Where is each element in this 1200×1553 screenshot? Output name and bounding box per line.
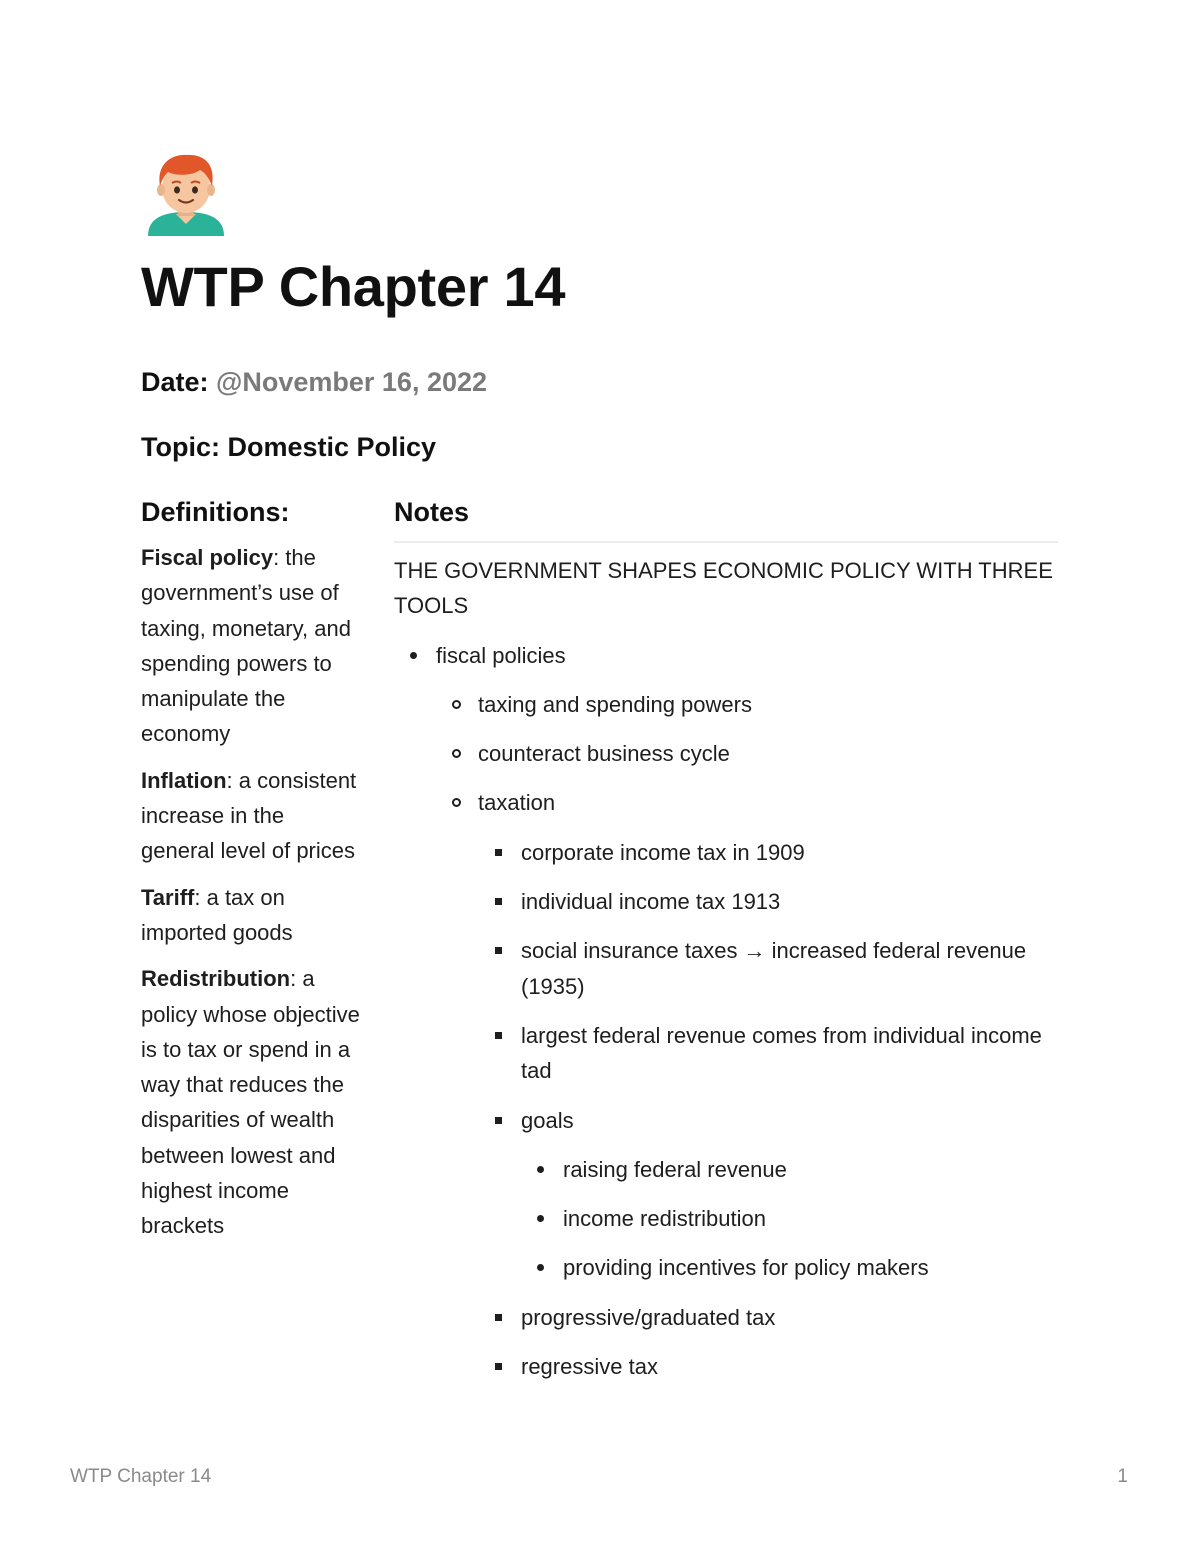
bullet-circle-icon <box>452 798 461 807</box>
definition-term: Fiscal policy <box>141 545 274 570</box>
date-label: Date: <box>141 367 209 397</box>
bullet-square-icon <box>495 1032 502 1039</box>
notes-column <box>394 553 1058 1398</box>
list-item-text: taxation <box>478 790 556 816</box>
bullet-square-icon <box>495 1363 502 1370</box>
definition-text: : a consistent increase in the general level of prices <box>141 767 357 864</box>
definition-item <box>141 961 363 1243</box>
list-item-text: regressive tax <box>521 1354 658 1380</box>
definitions-column <box>141 540 363 1255</box>
list-item-text: taxing and spending powers <box>478 691 752 717</box>
bullet-disc-icon <box>410 652 417 659</box>
definition-text: : a policy whose objective is to tax or spend in a way that reduces the disparities of wealth between lowest and highest income brackets <box>141 966 360 1239</box>
list-item-text: individual income tax 1913 <box>521 889 781 915</box>
bullet-square-icon <box>495 849 502 856</box>
footer-title: WTP Chapter 14 <box>70 1466 212 1487</box>
list-item <box>563 1250 1058 1285</box>
bullet-square-icon <box>495 898 502 905</box>
list-item <box>521 1103 1058 1138</box>
definition-item <box>141 763 363 869</box>
notes-heading: Notes <box>394 497 470 527</box>
list-item <box>478 736 1058 771</box>
page-title: WTP Chapter 14 <box>141 255 566 318</box>
topic-property: Topic: Domestic Policy <box>141 432 437 462</box>
notes-lead: THE GOVERNMENT SHAPES ECONOMIC POLICY WITH THREE TOOLS <box>394 558 1053 619</box>
definition-text: : the government’s use of taxing, monetary, and spending powers to manipulate the economy <box>141 545 351 747</box>
bullet-disc-icon <box>537 1166 544 1173</box>
definition-term: Tariff <box>141 884 195 910</box>
definitions-heading: Definitions: <box>141 497 290 527</box>
list-item-text: counteract business cycle <box>478 741 730 767</box>
list-item <box>436 638 1058 673</box>
list-item <box>521 884 1058 919</box>
list-item <box>521 835 1058 870</box>
list-item-text: income redistribution <box>563 1206 766 1232</box>
bullet-disc-icon <box>537 1264 544 1271</box>
list-item-text: providing incentives for policy makers <box>563 1255 929 1281</box>
list-item-text: social insurance taxes → increased federal revenue (1935) <box>521 938 1027 999</box>
list-item-text: progressive/graduated tax <box>521 1304 776 1330</box>
list-item-text: corporate income tax in 1909 <box>521 839 805 865</box>
bullet-circle-icon <box>452 749 461 758</box>
list-item-text: goals <box>521 1107 574 1133</box>
notes-divider <box>394 541 1058 543</box>
bullet-square-icon <box>495 1117 502 1124</box>
date-mention[interactable]: @November 16, 2022 <box>216 367 488 397</box>
list-item <box>478 687 1058 722</box>
list-item <box>563 1152 1058 1187</box>
list-item-text: largest federal revenue comes from individual income tad <box>521 1022 1042 1084</box>
bullet-square-icon <box>495 1314 502 1321</box>
list-item <box>478 785 1058 820</box>
page-number: 1 <box>1117 1466 1128 1487</box>
list-item <box>521 933 1058 1004</box>
date-property <box>141 364 487 400</box>
definition-item <box>141 540 363 752</box>
definition-term: Inflation <box>141 767 227 793</box>
list-item-text: fiscal policies <box>436 642 566 668</box>
list-item <box>521 1300 1058 1335</box>
list-item <box>521 1018 1058 1089</box>
bullet-disc-icon <box>537 1215 544 1222</box>
list-item-text: raising federal revenue <box>563 1156 787 1182</box>
definition-term: Redistribution <box>141 966 291 992</box>
bullet-circle-icon <box>452 700 461 709</box>
list-item <box>521 1349 1058 1384</box>
bullet-square-icon <box>495 947 502 954</box>
definition-text: : a tax on imported goods <box>141 884 293 945</box>
definition-item <box>141 880 363 951</box>
person-red-hair-emoji-icon <box>146 152 226 236</box>
list-item <box>563 1201 1058 1236</box>
